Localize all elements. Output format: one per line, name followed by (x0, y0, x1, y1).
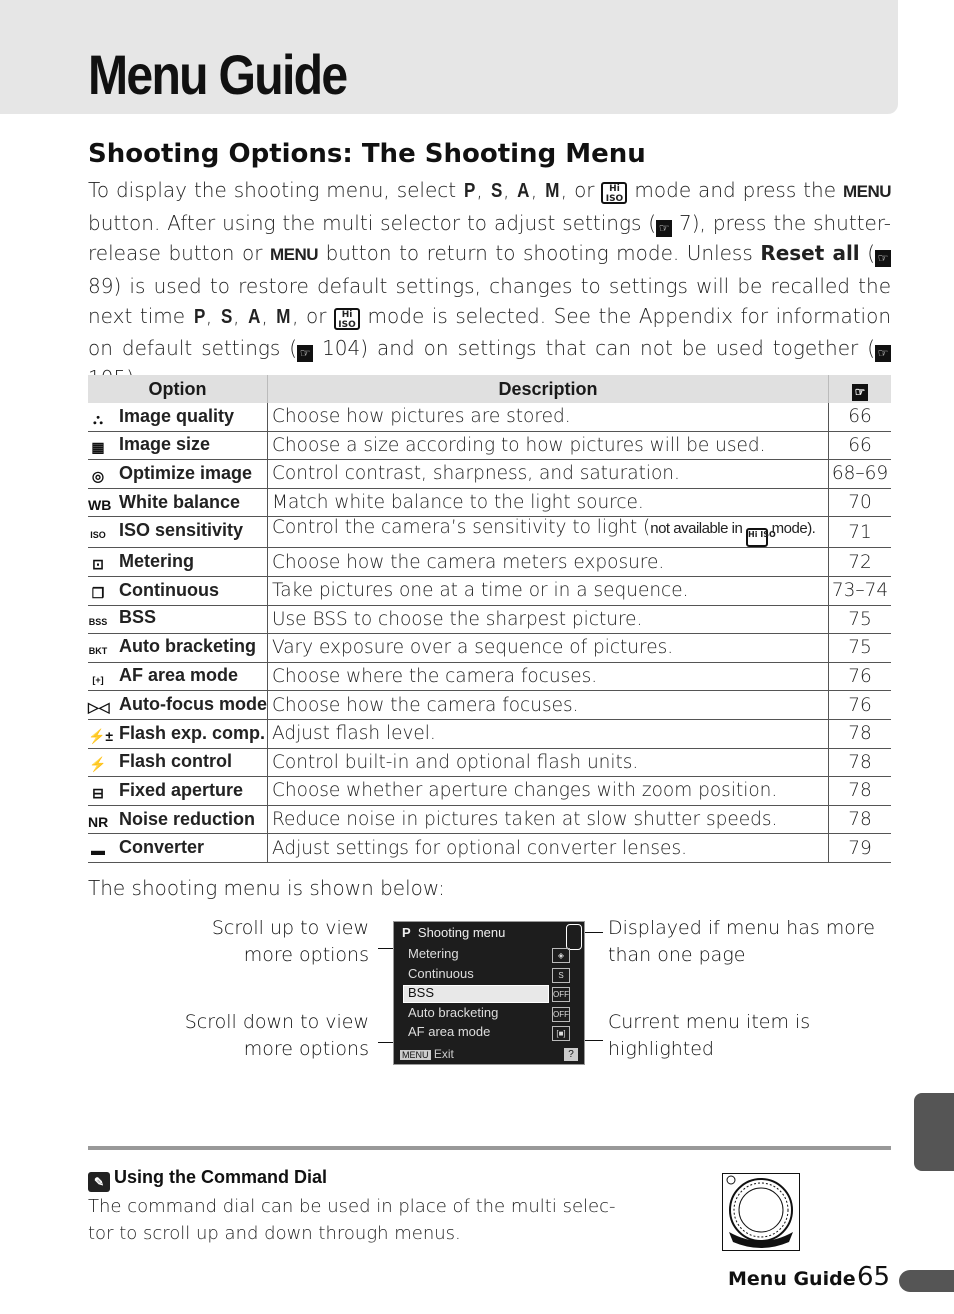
option-cell (88, 662, 268, 691)
more-pages-callout (608, 915, 888, 969)
option-cell (88, 548, 268, 577)
current-item-callout (608, 1009, 888, 1063)
page-cell: 78 (829, 805, 892, 834)
description-cell (268, 805, 829, 834)
option-label: Continuous (119, 579, 219, 600)
option-label: Flash control (119, 751, 233, 772)
auto-bracketing-icon: BKT (88, 645, 108, 656)
table-header-row (88, 375, 891, 403)
page-ref-header (829, 375, 892, 403)
lcd-menu-button: MENU (402, 1050, 429, 1060)
option-cell (88, 431, 268, 460)
page-cell: 79 (829, 834, 892, 863)
tip-title (88, 1167, 327, 1192)
description-text: Use BSS to choose the sharpest picture. (272, 608, 643, 630)
mode-p: P (464, 180, 476, 202)
lcd-menu-item: AF area mode (408, 1024, 491, 1039)
page-cell: 78 (829, 777, 892, 806)
description-header: Description (268, 375, 829, 403)
option-label: Noise reduction (119, 808, 256, 829)
description-cell (268, 403, 829, 431)
tip-title-text: Using the Command Dial (114, 1167, 328, 1187)
page-cell: 66 (829, 403, 892, 431)
continuous-icon: ❐ (91, 584, 105, 601)
image-quality-icon: ⛬ (93, 410, 103, 427)
flash-exp-comp-icon: ⚡± (88, 727, 114, 744)
intro-paragraph (88, 175, 891, 394)
mode-s: S (490, 180, 503, 202)
option-cell (88, 576, 268, 605)
help-icon: ? (564, 1048, 578, 1061)
option-label: White balance (119, 491, 241, 512)
option-cell (88, 777, 268, 806)
table-row (88, 691, 891, 720)
table-row (88, 834, 891, 863)
hi-iso-icon: Hi ISO (601, 182, 627, 204)
lcd-item-value-icon: OFF (552, 1007, 570, 1022)
option-label: Fixed aperture (119, 779, 244, 800)
lcd-item-value-icon: ◈ (552, 948, 570, 963)
table-row (88, 460, 891, 489)
lcd-item-value-icon: [■] (552, 1026, 570, 1041)
intro-text: ) and on settings that can not be used together ( (360, 335, 876, 360)
description-text: Control contrast, sharpness, and saturation. (272, 463, 680, 485)
option-cell (88, 834, 268, 863)
intro-text: button to return to shooting mode. Unless (318, 241, 761, 265)
page-cell: 76 (829, 662, 892, 691)
description-text: Match white balance to the light source. (272, 492, 644, 514)
option-label: AF area mode (119, 664, 239, 685)
description-text: Choose a size according to how pictures will be used. (272, 434, 766, 456)
option-label: Flash exp. comp. (119, 722, 266, 743)
description-cell (268, 777, 829, 806)
description-note: not available in (650, 520, 746, 538)
page-ref: 7 (679, 210, 692, 235)
command-dial-icon (722, 1173, 800, 1251)
description-text: Adjust settings for optional converter lenses. (272, 837, 687, 859)
table-row (88, 605, 891, 634)
description-cell (268, 834, 829, 863)
option-label: Metering (119, 551, 195, 572)
description-text: Control the camera’s sensitivity to light ( (272, 517, 651, 539)
description-text: Reduce noise in pictures taken at slow shutter speeds. (272, 809, 778, 831)
section-divider (88, 1146, 891, 1150)
page-cell: 78 (829, 719, 892, 748)
description-text: Take pictures one at a time or in a sequence. (272, 580, 689, 602)
lcd-menu-item: BSS (408, 985, 435, 1000)
page-cell: 76 (829, 691, 892, 720)
white-balance-icon: WB (88, 496, 112, 513)
description-text: Control built-in and optional flash units. (272, 751, 639, 773)
scroll-indicator-icon (566, 924, 582, 950)
description-cell (268, 748, 829, 777)
intro-text: ) is used to restore default settings, changes to settings will be recalled the next time (88, 273, 891, 328)
callout-line: Current menu item is (608, 1011, 811, 1033)
callout-line: Scroll up to view (211, 917, 369, 939)
menu-button-label: MENU (269, 245, 319, 264)
lcd-menu-item: Metering (408, 946, 459, 961)
below-text: The shooting menu is shown below: (88, 876, 445, 900)
intro-text: , or (292, 304, 335, 328)
callout-line: Displayed if menu has more (608, 917, 875, 939)
hi-iso-icon: Hi ISO (746, 528, 768, 547)
callout-line: more options (243, 1038, 369, 1060)
callout-line: than one page (608, 944, 746, 966)
shooting-menu-table (88, 375, 891, 863)
description-cell (268, 691, 829, 720)
mode-m: M (276, 306, 291, 328)
callout-line: more options (243, 944, 369, 966)
image-size-icon: ▦ (91, 439, 105, 456)
callout-line: highlighted (608, 1038, 714, 1060)
table-row (88, 548, 891, 577)
lcd-menu-item: Continuous (408, 965, 474, 981)
page-ref-icon: ☞ (656, 220, 672, 237)
metering-icon: ⊡ (92, 556, 104, 573)
tip-text (88, 1193, 628, 1247)
option-cell (88, 805, 268, 834)
table-row (88, 719, 891, 748)
intro-text: To display the shooting menu, select (88, 178, 464, 202)
separator: , (530, 178, 545, 202)
iso-sensitivity-icon: ISO (90, 530, 106, 541)
description-cell (268, 548, 829, 577)
page-ref-icon: ☞ (297, 345, 313, 362)
description-cell (268, 488, 829, 517)
camera-lcd-screenshot (393, 921, 585, 1065)
intro-text: , or (560, 178, 602, 202)
auto-focus-mode-icon: ▷◁ (88, 699, 110, 716)
option-cell (88, 634, 268, 663)
mode-a: A (517, 180, 530, 202)
intro-text: ), press the shutter-release button or (88, 210, 892, 265)
scroll-up-callout (180, 915, 369, 969)
fixed-aperture-icon: ⊟ (92, 784, 104, 801)
option-label: Auto-focus mode (119, 694, 267, 715)
af-area-mode-icon: [+] (92, 674, 104, 685)
tip-icon: ✎ (88, 1172, 110, 1192)
description-cell (268, 460, 829, 489)
section-title: Shooting Options: The Shooting Menu (88, 139, 646, 169)
description-text: Vary exposure over a sequence of pictures. (272, 637, 674, 659)
intro-text: button. After using the multi selector to adjust settings ( (88, 210, 657, 235)
menu-button-label: MENU (842, 182, 891, 201)
separator: , (476, 178, 490, 202)
lcd-item-value-icon: OFF (552, 987, 570, 1002)
optimize-image-icon: ◎ (91, 467, 105, 484)
mode-m: M (545, 180, 560, 202)
page-cell: 70 (829, 488, 892, 517)
lcd-item-value-icon: S (552, 968, 570, 983)
option-cell (88, 719, 268, 748)
option-label: Image quality (119, 405, 235, 426)
flash-control-icon: ⚡ (89, 756, 107, 773)
page-cell: 68–69 (829, 460, 892, 489)
description-cell (268, 576, 829, 605)
scroll-down-callout (160, 1009, 369, 1063)
description-cell (268, 431, 829, 460)
callout-leader (583, 932, 603, 933)
lcd-title-text: Shooting menu (417, 925, 506, 940)
option-cell (88, 460, 268, 489)
option-cell (88, 691, 268, 720)
page-cell: 78 (829, 748, 892, 777)
intro-text: mode and press the (627, 178, 843, 202)
tip-line: tor to scroll up and down through menus. (88, 1223, 461, 1244)
tip-line: The command dial can be used in place of the multi selec- (88, 1196, 616, 1217)
bss-icon: BSS (88, 617, 108, 628)
option-header: Option (88, 375, 268, 403)
page-ref: 104 (322, 335, 361, 360)
page-cell: 66 (829, 431, 892, 460)
table-row (88, 662, 891, 691)
description-cell (268, 662, 829, 691)
lcd-menu-item: Auto bracketing (408, 1004, 499, 1020)
page-cell: 71 (829, 517, 892, 548)
separator: , (503, 178, 517, 202)
table-row (88, 634, 891, 663)
page-ref-icon: ☞ (875, 345, 891, 362)
option-cell (88, 748, 268, 777)
noise-reduction-icon: NR (88, 813, 109, 830)
page-cell: 72 (829, 548, 892, 577)
lcd-footer (400, 1047, 454, 1061)
callout-line: Scroll down to view (184, 1011, 369, 1033)
option-label: ISO sensitivity (119, 520, 244, 541)
option-label: BSS (119, 607, 157, 628)
separator: , (233, 304, 248, 328)
description-note-end: mode). (768, 520, 816, 538)
table-row (88, 488, 891, 517)
table-row (88, 748, 891, 777)
description-cell (268, 517, 829, 548)
description-text: Choose how pictures are stored. (272, 406, 571, 428)
option-cell (88, 488, 268, 517)
page-ref: 89 (88, 273, 114, 298)
option-label: Image size (119, 434, 211, 455)
mode-s: S (220, 306, 233, 328)
hi-iso-icon: Hi ISO (334, 308, 360, 330)
table-body (88, 403, 891, 862)
page-cell: 75 (829, 634, 892, 663)
mode-p: P (193, 306, 205, 328)
page-ref-icon: ☞ (875, 250, 891, 267)
reset-all-label: Reset all (760, 241, 860, 265)
option-label: Optimize image (119, 462, 253, 483)
footer-tab (899, 1270, 954, 1292)
table-row (88, 403, 891, 431)
mode-a: A (248, 306, 261, 328)
description-text: Choose how the camera meters exposure. (272, 551, 665, 573)
table-row (88, 805, 891, 834)
lcd-mode: P (402, 925, 411, 940)
converter-icon: ▬ (91, 842, 105, 859)
description-cell (268, 605, 829, 634)
page-cell: 75 (829, 605, 892, 634)
option-cell (88, 605, 268, 634)
lcd-exit: Exit (433, 1047, 454, 1061)
intro-text: ( (859, 241, 875, 265)
table-row (88, 431, 891, 460)
page-number: 65 (857, 1262, 891, 1292)
footer-section-label: Menu Guide (728, 1268, 856, 1290)
table-row (88, 576, 891, 605)
page-title: Menu Guide (88, 43, 347, 106)
option-label: Converter (119, 837, 205, 858)
description-text: Choose where the camera focuses. (272, 666, 598, 688)
description-cell (268, 719, 829, 748)
option-cell (88, 517, 268, 548)
intro-text: mode is selected. See the Appendix for information on default settings ( (88, 304, 892, 360)
lcd-title (402, 925, 505, 940)
separator: , (205, 304, 220, 328)
page-ref-icon: ☞ (852, 384, 868, 401)
command-dial-drawing (723, 1174, 799, 1250)
table-row (88, 517, 891, 548)
option-label: Auto bracketing (119, 635, 257, 656)
description-text: Choose whether aperture changes with zoom position. (272, 780, 778, 802)
description-cell (268, 634, 829, 663)
description-text: Adjust flash level. (272, 723, 436, 745)
separator: , (261, 304, 276, 328)
description-text: Choose how the camera focuses. (272, 694, 579, 716)
table-row (88, 777, 891, 806)
option-cell (88, 403, 268, 431)
page-cell: 73–74 (829, 576, 892, 605)
chapter-side-tab (914, 1093, 954, 1171)
